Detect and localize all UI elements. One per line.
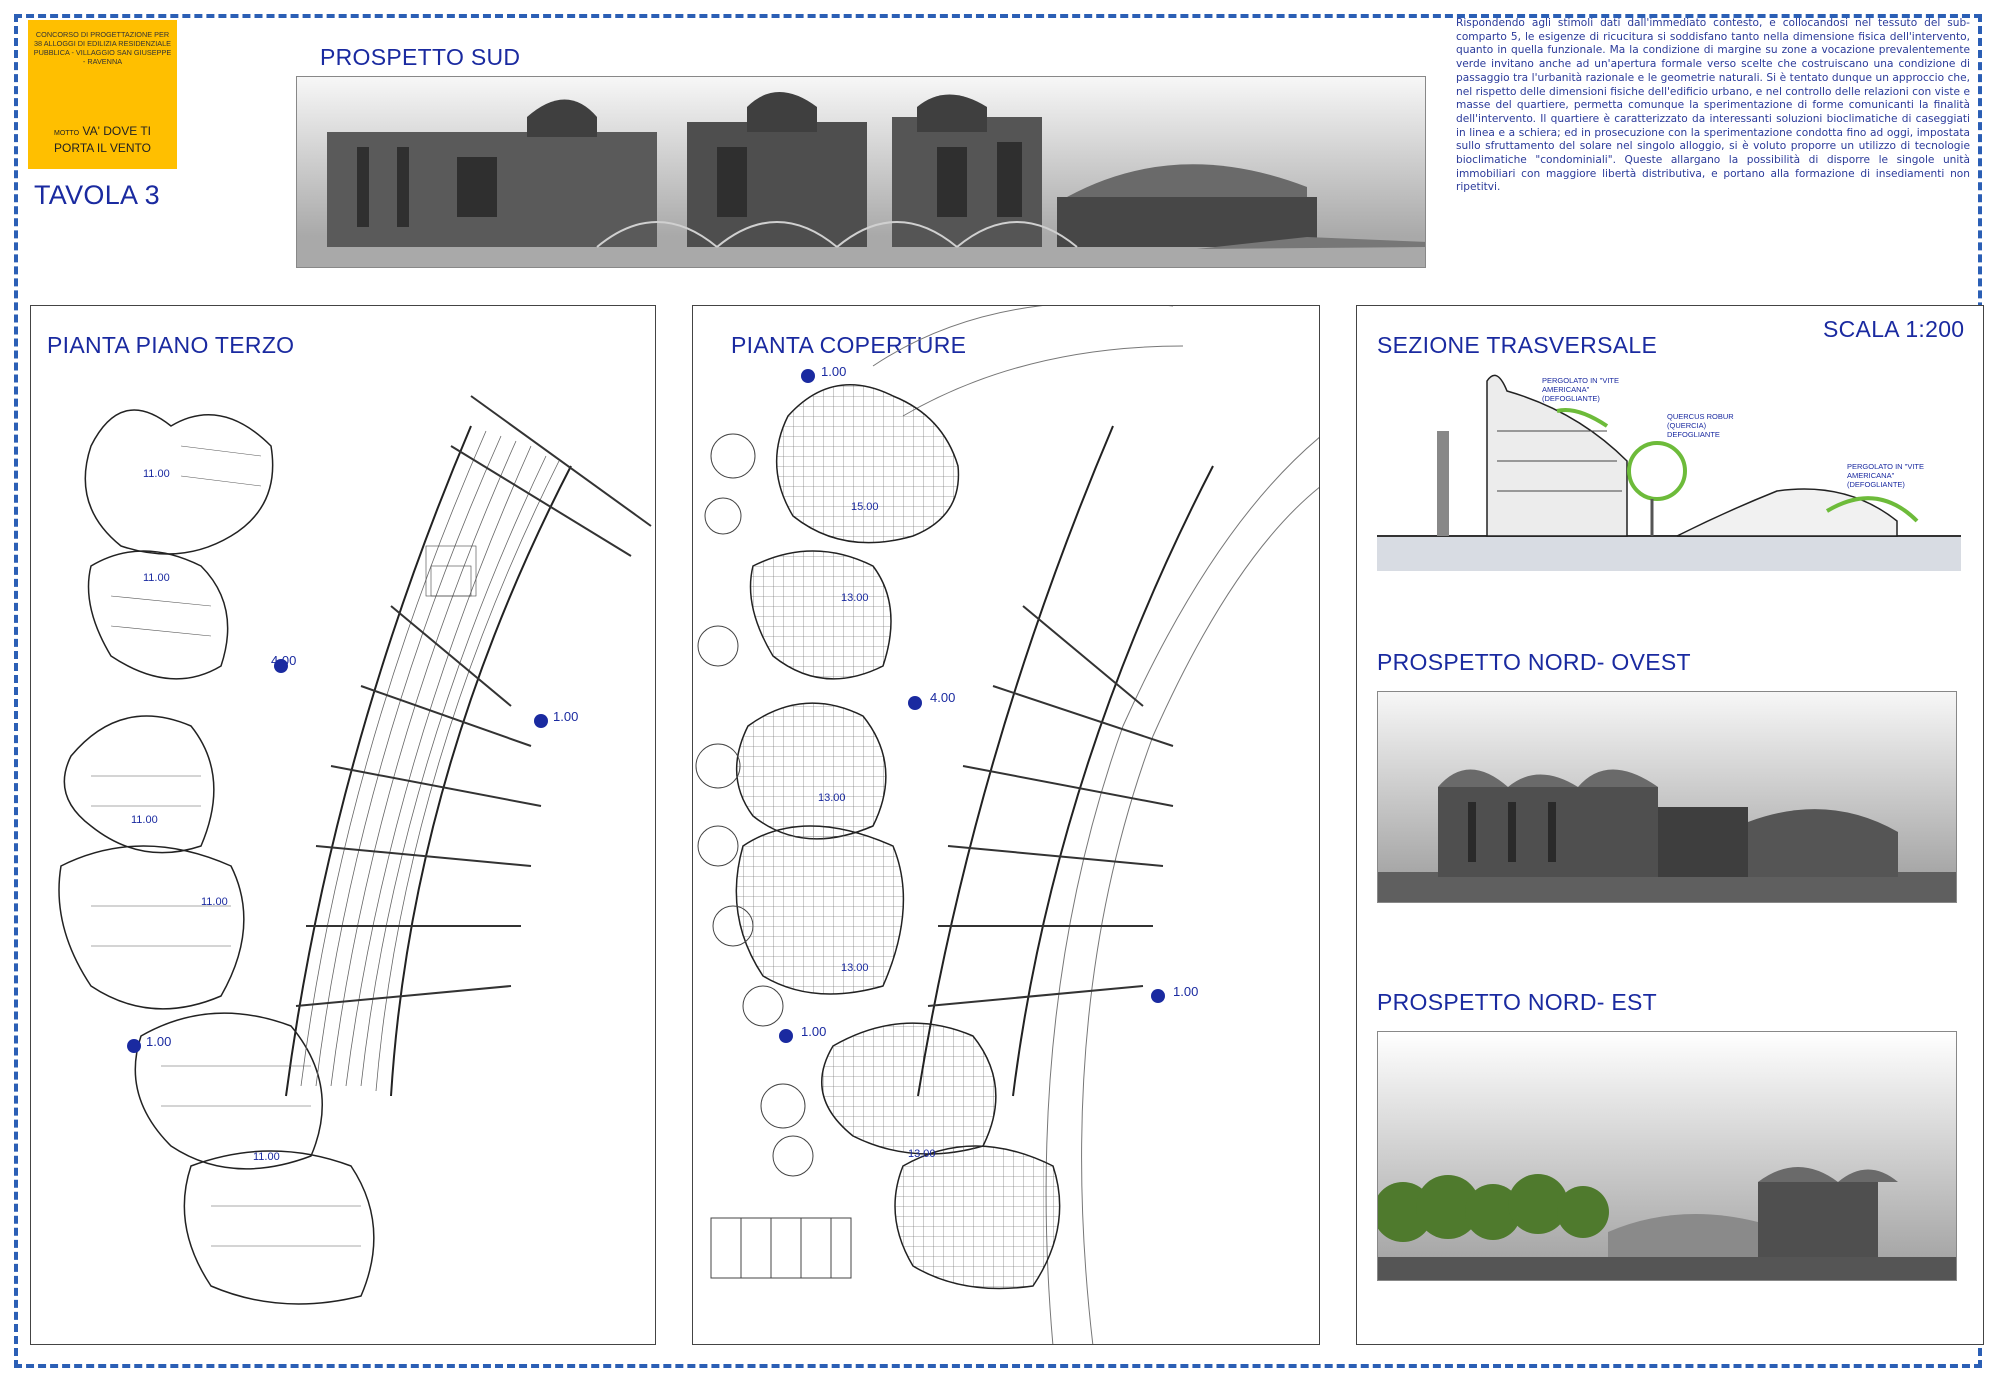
level-11-c: 11.00 xyxy=(131,814,158,826)
level-13-c: 13.00 xyxy=(841,962,869,974)
level-13-d: 13.00 xyxy=(908,1148,936,1160)
nord-ovest-title: PROSPETTO NORD- OVEST xyxy=(1377,649,1691,675)
north-east-elevation-drawing xyxy=(1378,1032,1957,1281)
sheet-number: TAVOLA 3 xyxy=(34,180,160,210)
roof-plan-drawing xyxy=(693,306,1320,1345)
panel-pianta-terzo xyxy=(30,305,656,1345)
section-note-quercus: QUERCUS ROBUR (QUERCIA) DEFOGLIANTE xyxy=(1667,412,1734,439)
level-11-b: 11.00 xyxy=(143,572,170,584)
pianta-terzo-title: PIANTA PIANO TERZO xyxy=(47,332,295,358)
level-11-e: 11.00 xyxy=(253,1151,280,1163)
level-1-plan1-b: 1.00 xyxy=(146,1034,172,1049)
level-15-a: 15.00 xyxy=(851,501,879,513)
level-1-plan1-a: 1.00 xyxy=(553,709,579,724)
contest-label-block xyxy=(28,20,177,169)
level-1-plan2-a: 1.00 xyxy=(821,364,847,379)
level-4-plan2: 4.00 xyxy=(930,690,956,705)
level-13-b: 13.00 xyxy=(818,792,846,804)
panel-pianta-coperture xyxy=(692,305,1320,1345)
sezione-title: SEZIONE TRASVERSALE xyxy=(1377,332,1658,358)
scale-label: SCALA 1:200 xyxy=(1823,316,1965,342)
level-4-plan1: 4.00 xyxy=(271,653,297,668)
nord-ovest-render xyxy=(1377,691,1957,903)
level-13-a: 13.00 xyxy=(841,592,869,604)
prospetto-sud-render xyxy=(296,76,1426,268)
section-note-pergolato-2: PERGOLATO IN "VITE AMERICANA" (DEFOGLIANTE) xyxy=(1847,462,1924,489)
level-1-plan2-c: 1.00 xyxy=(1173,984,1199,999)
contest-text: CONCORSO DI PROGETTAZIONE PER 38 ALLOGGI DI EDILIZIA RESIDENZIALE PUBBLICA - VILLAGGIO SAN GIUSEPPE - RAVENNA xyxy=(33,30,172,66)
third-floor-plan-drawing xyxy=(31,306,656,1345)
motto xyxy=(32,124,173,155)
nord-est-render xyxy=(1377,1031,1957,1281)
prospetto-sud-title: PROSPETTO SUD xyxy=(320,44,521,70)
motto-line1: VA' DOVE TI xyxy=(82,124,152,138)
nord-est-title: PROSPETTO NORD- EST xyxy=(1377,989,1658,1015)
motto-prefix: MOTTO xyxy=(53,130,80,137)
level-11-a: 11.00 xyxy=(143,468,170,480)
panel-sezioni-prospetti xyxy=(1356,305,1984,1345)
section-note-pergolato-1: PERGOLATO IN "VITE AMERICANA" (DEFOGLIANTE) xyxy=(1542,376,1619,403)
project-description: Rispondendo agli stimoli dati dall'immediato contesto, e collocandosi nel tessuto del sub-comparto 5, le esigenze di ricucitura si soddisfano tanto nella dimensione fisica dell'intervento, quanto in quella funzionale. Ma la condizione di margine su zone a vocazione prevalentemente verde invitano anche ad un'apertura formale verso scelte che costruiscano una condizione di passaggio tra l'urbanità razionale e le geometrie naturali. Si è tentato dunque un approccio che, nel rispetto delle dimensioni fisiche dell'edificio urbano, e nel controllo delle relazioni con viste e masse del quartiere, permetta comunque la sperimentazione di forme comunicanti la finalità dell'intervento. Il quartiere è caratterizzato da interessanti soluzioni bioclimatiche di caseggiati in linea e a schiera; ed in prosecuzione con la sperimentazione condotta fino ad oggi, impostata sullo sfruttamento del solare nel singolo alloggio, si è voluto proporre un utilizzo di tecnologie bioclimatiche "condominiali". Queste allargano la possibilità di disporre le singole unità immobiliari con maggiore libertà distributiva, e portano alla formazione di insediamenti non ripetitvi. xyxy=(1456,17,1970,194)
south-elevation-drawing xyxy=(297,77,1426,268)
level-11-d: 11.00 xyxy=(201,896,228,908)
pianta-coperture-title: PIANTA COPERTURE xyxy=(731,332,967,358)
motto-line2: PORTA IL VENTO xyxy=(54,141,151,155)
north-west-elevation-drawing xyxy=(1378,692,1957,903)
level-1-plan2-b: 1.00 xyxy=(801,1024,827,1039)
